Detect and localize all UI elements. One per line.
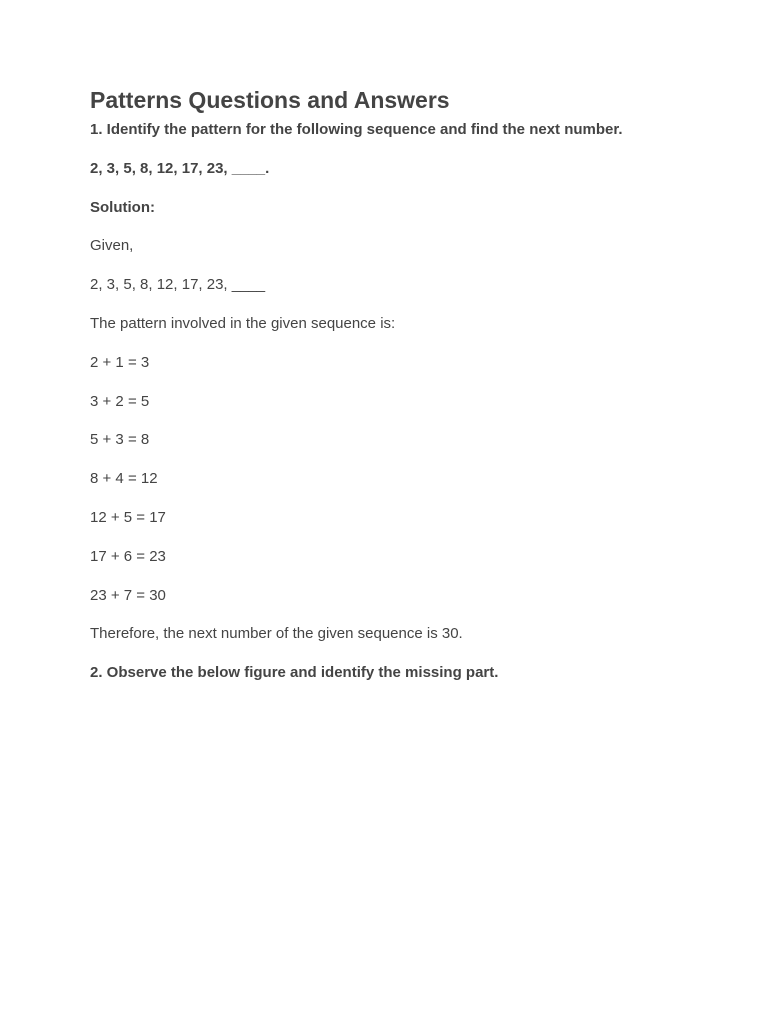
pattern-step: 8 + 4 = 12 — [90, 470, 158, 488]
pattern-step: 17 + 6 = 23 — [90, 547, 166, 565]
document-body — [90, 84, 690, 703]
pattern-step: 12 + 5 = 17 — [90, 508, 166, 526]
solution-label: Solution: — [90, 198, 155, 216]
question-1-sequence: 2, 3, 5, 8, 12, 17, 23, ____. — [90, 159, 270, 177]
conclusion: Therefore, the next number of the given sequence is 30. — [90, 625, 463, 643]
pattern-intro: The pattern involved in the given sequence is: — [90, 314, 396, 332]
pattern-step: 3 + 2 = 5 — [90, 392, 150, 410]
given-sequence: 2, 3, 5, 8, 12, 17, 23, ____ — [90, 276, 266, 294]
pattern-step: 23 + 7 = 30 — [90, 586, 166, 604]
question-2-prompt: 2. Observe the below figure and identify the missing part. — [90, 664, 499, 682]
pattern-step: 5 + 3 = 8 — [90, 431, 150, 449]
page-title: Patterns Questions and Answers — [90, 87, 450, 113]
question-1-prompt: 1. Identify the pattern for the following sequence and find the next number. — [90, 121, 623, 138]
given-label: Given, — [90, 237, 134, 255]
pattern-step: 2 + 1 = 3 — [90, 353, 150, 371]
